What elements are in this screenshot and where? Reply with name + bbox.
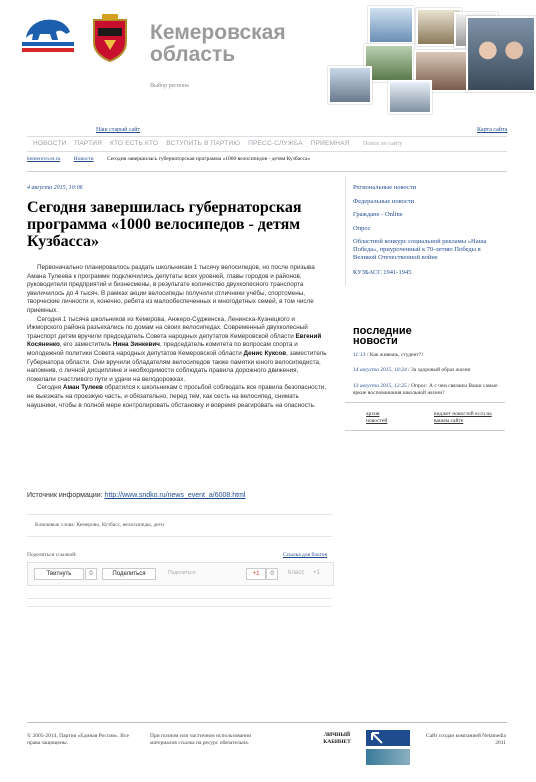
breadcrumb: [27, 156, 322, 162]
nav-who[interactable]: КТО ЕСТЬ КТО: [110, 140, 159, 147]
article-tags: Ключевые слова: Кемерово, Кузбасс, велосипеды, дети: [35, 522, 165, 528]
source-line: Источник информации: http://www.sndko.ru/news_event_a/6008.html: [27, 492, 246, 499]
widget-link[interactable]: виджет новостей er.ru на вашем сайте: [434, 411, 492, 424]
nav-reception[interactable]: ПРИЕМНАЯ: [310, 140, 350, 147]
article-title: Сегодня завершилась губернаторская программа «1000 велосипедов - детям Кузбасса»: [27, 199, 302, 250]
personal-cabinet-link[interactable]: ЛИЧНЫЙ КАБИНЕТ: [323, 732, 351, 745]
coat-of-arms-icon: [90, 14, 130, 62]
sidebar-item-kuzbass[interactable]: КУЗБАСС 1941-1945: [353, 269, 412, 276]
blog-link[interactable]: Ссылка для блогов: [283, 552, 328, 558]
nav-news[interactable]: НОВОСТИ: [33, 140, 67, 147]
article-date: 4 августа 2015, 10:06: [27, 185, 83, 191]
banner-image[interactable]: [366, 749, 410, 765]
breadcrumb-current: Сегодня завершилась губернаторская программа «1000 велосипедов - детям Кузбасса»: [107, 156, 311, 162]
gplus-button[interactable]: +1: [246, 568, 266, 580]
nav-party[interactable]: ПАРТИЯ: [74, 140, 103, 147]
breadcrumb-home[interactable]: kemerovo.er.ru: [27, 156, 61, 162]
photo-collage: [328, 6, 536, 114]
site-title[interactable]: Кемеровская область: [150, 21, 286, 66]
source-link[interactable]: http://www.sndko.ru/news_event_a/6008.html: [104, 492, 246, 499]
paragraph: Сегодня 1 тысяча школьников из Кемерова, Анжеро-Судженска, Ленинска-Кузнецкого и Ижморского района разъехались по домам на своих велосипедах. Современный двухколесный транспорт детям вручили председатель Совета народных депутатов Кемеровской области Евгений Косяненко, его заместитель Нина Зинкевич, председатель комитета по вопросам спорта и молодежной политики Совета народных депутатов Кемеровской области Денис Куксов, заместитель Губернатора области. Они вручили обладателям велосипедов также памятки юного велосипедиста, напомнив, о личной дисциплине и необходимости соблюдать правила дорожного движения, пожелали счастливого пути и удачи на велодорожках.: [27, 315, 327, 383]
share-label: Поделиться ссылкой:: [27, 552, 77, 558]
sidebar-item-online[interactable]: Граждане - Online: [353, 211, 403, 218]
sidebar-item-regional[interactable]: Региональные новости: [353, 184, 417, 191]
tweet-button[interactable]: Твитнуть: [34, 568, 84, 580]
bear-logo-icon[interactable]: [22, 14, 74, 58]
main-nav: [33, 140, 356, 147]
arrow-icon[interactable]: [366, 730, 410, 746]
region-select[interactable]: Выбор региона: [150, 83, 189, 89]
klass-button[interactable]: Класс: [288, 570, 305, 576]
news-item[interactable]: 13 августа 2015, 12:25 / Опрос: А с чем связаны Ваши самые яркие воспоминания школьной жизни?: [353, 383, 498, 396]
gplus-count: 0: [266, 568, 278, 580]
paragraph: Первоначально планировалось раздать школьникам 1 тысячу велосипедов, но после призыва Амана Тулеева к программе подключились депутаты всех уровней, главы городов и районов, руководители предприятий и бизнесмены, в результате количество двухколесного транспорта увеличилось до 4 тысяч. В рамках акции велосипеды получили отличники учёбы, спортсмены, творческие личности и, конечно, ребята из малообеспеченных и многодетных семей, в том числе приемных.: [27, 264, 315, 314]
archive-link[interactable]: архив новостей: [366, 411, 388, 424]
old-site-link[interactable]: Наш старый сайт: [96, 127, 141, 133]
nav-press[interactable]: ПРЕСС-СЛУЖБА: [248, 140, 303, 147]
sidebar-item-federal[interactable]: Федеральные новости: [353, 198, 415, 205]
latest-news-title: последние новости: [353, 325, 412, 347]
nav-join[interactable]: ВСТУПИТЬ В ПАРТИЮ: [166, 140, 241, 147]
share-bar: [27, 562, 334, 586]
klass-count: +1: [313, 570, 320, 576]
sidebar-item-poll[interactable]: Опрос: [353, 225, 371, 232]
share-small-button[interactable]: Поделиться: [168, 570, 196, 576]
article-body: [27, 264, 327, 410]
footer-rules: При полном или частичном использовании материалов ссылка на ресурс обязательна.: [150, 733, 252, 746]
paragraph: Сегодня Аман Тулеев обратился к школьникам с просьбой соблюдать все правила безопасности, не выезжать на проезжую часть, и обязательно, перед тем, как сесть на велосипед, снимать наушники, чтобы в полной мере контролировать обстановку и вовремя реагировать на опасность.: [27, 384, 326, 409]
news-item[interactable]: 14 августа 2015, 10:24 / За здоровый образ жизни: [353, 367, 471, 373]
breadcrumb-news[interactable]: Новости: [73, 156, 94, 162]
sitemap-link[interactable]: Карта сайта: [477, 127, 508, 133]
sidebar-item-contest[interactable]: Областной конкурс социальной рекламы «Наша Победа», приуроченный к 70-летию Победы в Великой Отечественной войне: [353, 238, 487, 261]
search-input[interactable]: Поиск по сайту: [363, 141, 403, 147]
footer-credit: Сайт создан компанией Netamedia 2011: [425, 733, 506, 746]
tweet-count: 0: [85, 568, 97, 580]
news-item[interactable]: 11:13 / Как живешь, студент?!: [353, 352, 424, 358]
footer-copyright: © 2005-2014, Партия «Единая Россия». Все права защищены.: [27, 733, 129, 746]
share-button[interactable]: Поделиться: [102, 568, 156, 580]
